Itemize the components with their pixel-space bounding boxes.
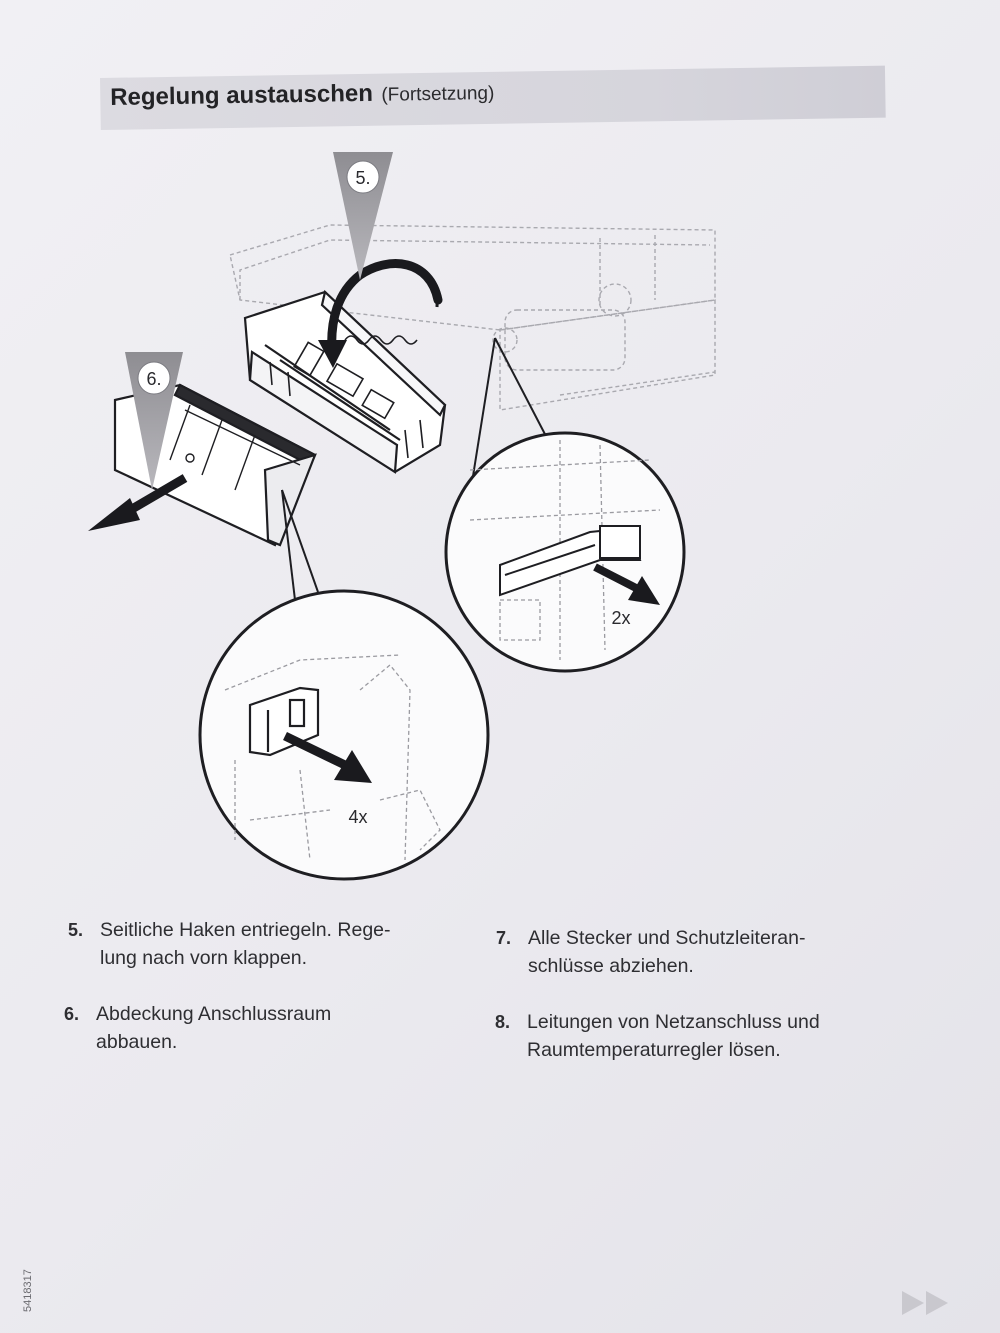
detail-circle-right — [446, 433, 684, 671]
step-text-line: Alle Stecker und Schutzleiteran- — [528, 927, 806, 949]
detail-circle-left — [200, 591, 488, 879]
svg-text:4x: 4x — [348, 807, 368, 827]
step-number: 5. — [68, 920, 84, 940]
step-5 — [68, 916, 391, 972]
step-text-line: abbauen. — [96, 1031, 178, 1053]
step-text-line: Seitliche Haken entriegeln. Rege- — [100, 919, 391, 941]
step-number: 8. — [495, 1012, 511, 1032]
step-text-line: Leitungen von Netzanschluss und — [527, 1011, 820, 1033]
page-title: Regelung austauschen — [110, 79, 374, 111]
svg-text:6.: 6. — [146, 369, 162, 389]
step-6 — [64, 1000, 332, 1056]
step-8 — [495, 1008, 820, 1064]
document-number: 5418317 — [22, 1269, 34, 1312]
page-subtitle: (Fortsetzung) — [381, 82, 495, 106]
svg-text:5.: 5. — [355, 168, 371, 188]
step-number: 6. — [64, 1004, 80, 1024]
step-text-line: lung nach vorn klappen. — [100, 947, 308, 969]
removal-arrow — [88, 478, 185, 531]
step-text-line: schlüsse abziehen. — [528, 955, 694, 977]
step-7 — [496, 924, 806, 980]
step-text-line: Raumtemperaturregler lösen. — [527, 1039, 781, 1061]
step-number: 7. — [496, 928, 512, 948]
step-text-line: Abdeckung Anschlussraum — [96, 1003, 332, 1025]
double-arrow-right-icon[interactable] — [900, 1288, 952, 1318]
svg-text:2x: 2x — [611, 608, 631, 628]
